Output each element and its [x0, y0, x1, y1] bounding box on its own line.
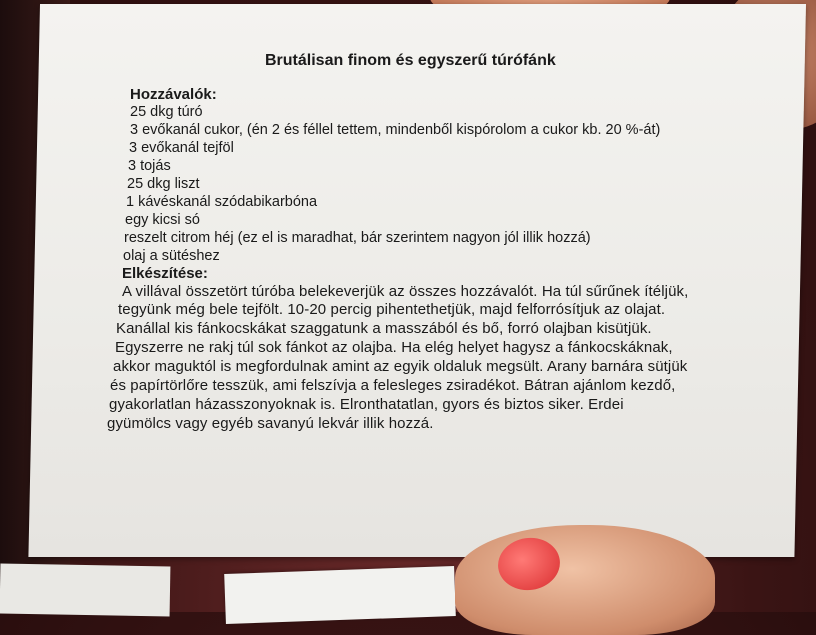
method-line: tegyünk még bele tejfölt. 10-20 percig pihentethetjük, majd felforrósítjuk az olajat. [118, 301, 666, 318]
ingredient-item: 25 dkg túró [130, 104, 203, 120]
method-heading: Elkészítése: [122, 265, 208, 282]
method-line: A villával összetört túróba belekeverjük az összes hozzávalót. Ha túl sűrűnek ítéljük, [122, 283, 689, 300]
method-line: és papírtörlőre tesszük, ami felszívja a felesleges zsiradékot. Bátran ajánlom kezdő, [110, 377, 676, 394]
ingredient-item: 3 evőkanál cukor, (én 2 és féllel tettem, mindenből kispórolom a cukor kb. 20 %-át) [130, 122, 661, 138]
ingredient-item: 3 evőkanál tejföl [129, 140, 234, 156]
recipe-title: Brutálisan finom és egyszerű túrófánk [265, 52, 556, 69]
method-line: gyakorlatlan házasszonyoknak is. Elronthatatlan, gyors és biztos siker. Erdei [109, 396, 624, 413]
ingredient-item: olaj a sütéshez [123, 248, 220, 264]
method-line: Kanállal kis fánkocskákat szaggatunk a masszából és bő, forró olajban kisütjük. [116, 320, 652, 337]
method-line: gyümölcs vagy egyéb savanyú lekvár illik hozzá. [107, 415, 434, 432]
ingredient-item: reszelt citrom héj (ez el is maradhat, bár szerintem nagyon jól illik hozzá) [124, 230, 591, 246]
ingredient-item: 25 dkg liszt [127, 176, 200, 192]
ingredients-heading: Hozzávalók: [130, 86, 217, 103]
method-line: Egyszerre ne rakj túl sok fánkot az olajba. Ha elég helyet hagysz a fánkocskáknak, [115, 339, 673, 356]
ingredient-item: egy kicsi só [125, 212, 200, 228]
method-line: akkor maguktól is megfordulnak amint az egyik oldaluk megsült. Arany barnára sütjük [113, 358, 688, 375]
ingredient-item: 1 kávéskanál szódabikarbóna [126, 194, 318, 210]
ingredient-item: 3 tojás [128, 158, 171, 174]
holding-finger [455, 525, 715, 635]
